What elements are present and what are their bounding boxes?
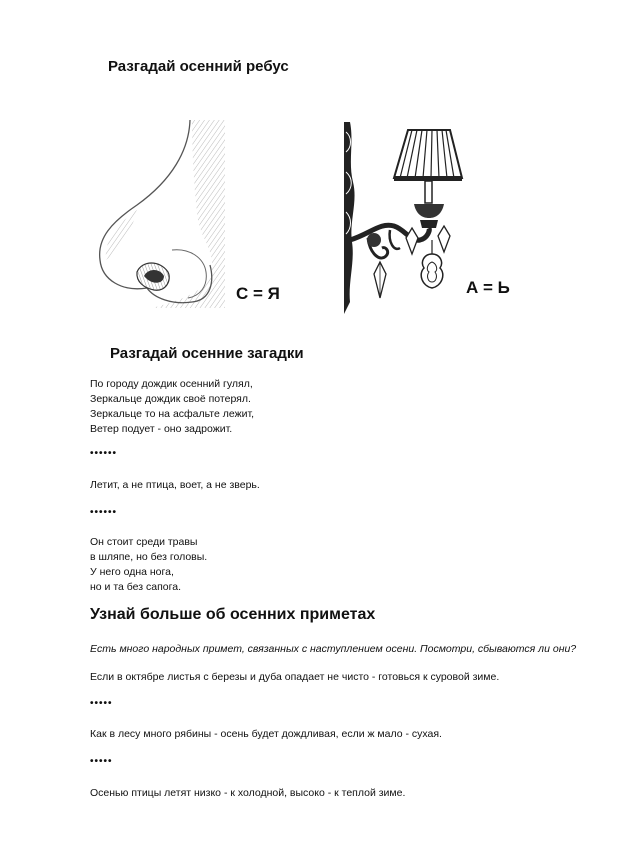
riddle-1-line: Зеркальце дождик своё потерял. [90,393,251,405]
rebus-title: Разгадай осенний ребус [108,58,289,75]
sign-1: Если в октябре листья с березы и дуба опадает не чисто - готовься к суровой зиме. [90,671,500,683]
signs-title: Узнай больше об осенних приметах [90,606,376,623]
separator: ••••• [90,698,113,709]
nose-drawing-icon [92,120,227,308]
riddle-1-line: Ветер подует - оно задрожит. [90,423,233,435]
separator: ••••• [90,756,113,767]
riddle-3 [90,535,207,595]
riddle-3-line: в шляпе, но без головы. [90,551,208,563]
riddle-1-line: По городу дождик осенний гулял, [90,378,253,390]
sign-3: Осенью птицы летят низко - к холодной, высоко - к теплой зиме. [90,787,406,799]
separator: •••••• [90,507,118,518]
separator: •••••• [90,448,118,459]
riddles-title: Разгадай осенние загадки [110,345,304,362]
riddle-2: Летит, а не птица, воет, а не зверь. [90,479,260,491]
riddle-3-line: У него одна нога, [90,566,174,578]
rebus-left-equation: С = Я [236,284,280,303]
sign-2: Как в лесу много рябины - осень будет дождливая, если ж мало - сухая. [90,728,442,740]
riddle-3-line: но и та без сапога. [90,581,181,593]
signs-intro: Есть много народных примет, связанных с наступлением осени. Посмотри, сбываются ли они? [90,643,577,655]
riddle-1 [90,377,254,437]
rebus-right-equation: А = Ь [466,278,510,297]
riddle-1-line: Зеркальце то на асфальте лежит, [90,408,255,420]
wall-lamp-sconce-icon [340,122,470,314]
riddle-3-line: Он стоит среди травы [90,536,198,548]
